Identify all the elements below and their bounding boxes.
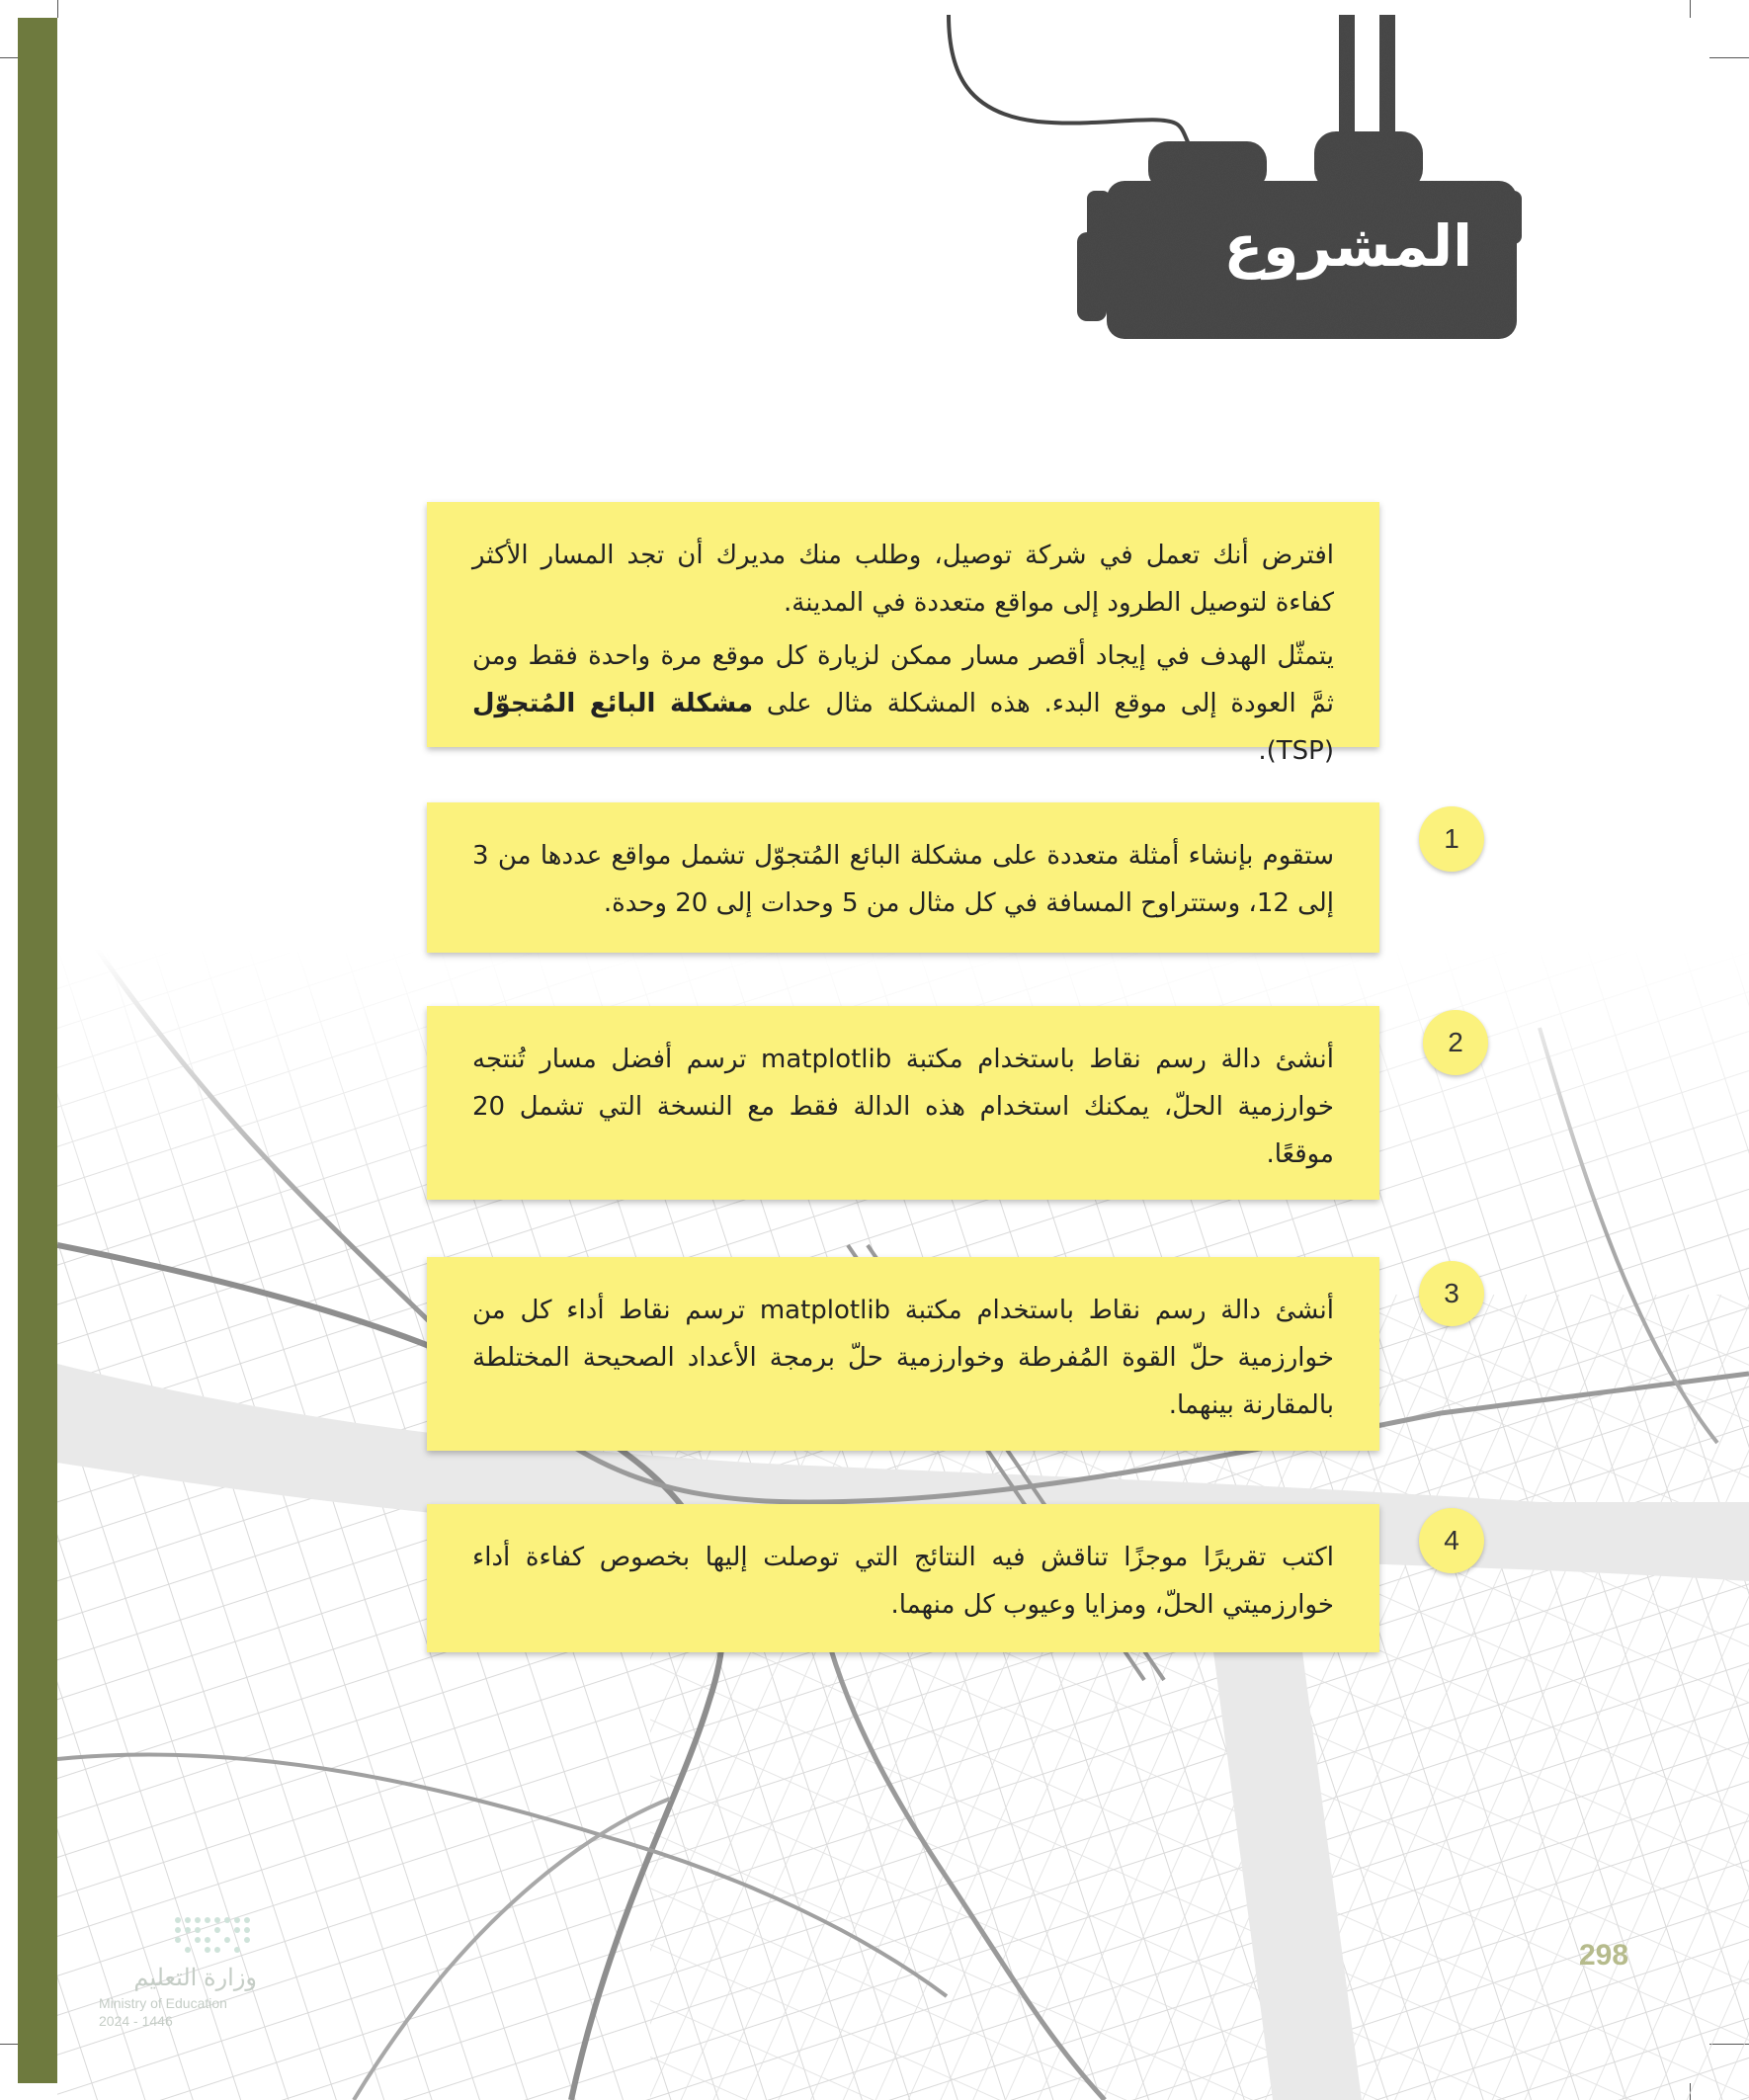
intro-paragraph-2 [472,632,1334,775]
task-text: أنشئ دالة رسم نقاط باستخدام مكتبة matplotlib ترسم نقاط أداء كل من خوارزمية حلّ القوة المُفرطة وخوارزمية حلّ برمجة الأعداد الصحيحة المختلطة بالمقارنة بينهما. [472,1296,1334,1420]
page-title: المشروع [1223,212,1472,280]
task-text: اكتب تقريرًا موجزًا تناقش فيه النتائج التي توصلت إليها بخصوص كفاءة أداء خوارزميتي الحلّ، ومزايا وعيوب كل منهما. [472,1543,1334,1620]
intro-paragraph-2-end: (TSP). [1258,736,1334,766]
ministry-logo [97,1912,265,2031]
intro-paragraph-1: افترض أنك تعمل في شركة توصيل، وطلب منك مديرك أن تجد المسار الأكثر كفاءة لتوصيل الطرود إلى مواقع متعددة في المدينة. [472,541,1334,618]
task-card [427,802,1379,953]
crop-mark [1690,0,1691,18]
title-banner [929,15,1581,351]
intro-paragraph-2-text: يتمثّل الهدف في إيجاد أقصر مسار ممكن لزيارة كل موقع مرة واحدة فقط ومن ثمَّ العودة إلى موقع البدء. هذه المشكلة مثال على [472,641,1334,718]
task-card [427,1504,1379,1652]
task-text: ستقوم بإنشاء أمثلة متعددة على مشكلة البائع المُتجوّل تشمل مواقع عددها من 3 إلى 12، وستتراوح المسافة في كل مثال من 5 وحدات إلى 20 وحدة. [472,841,1334,918]
page-number: 298 [1579,1939,1629,1972]
intro-card [427,502,1379,766]
ministry-dots-icon [172,1912,261,1960]
task-number-badge: 2 [1423,1010,1488,1075]
ministry-name-en: Ministry of Education [99,1995,227,2011]
task-card [427,1006,1379,1200]
ministry-year: 2024 - 1446 [99,2013,173,2029]
tsp-term: مشكلة البائع المُتجوّل [472,689,754,718]
crop-mark [57,0,58,18]
banner-graphic [929,15,1581,351]
task-number-badge: 1 [1419,806,1484,872]
crop-mark [1709,57,1749,58]
task-text: أنشئ دالة رسم نقاط باستخدام مكتبة matplotlib ترسم أفضل مسار تُنتجه خوارزمية الحلّ، يمكنك استخدام هذه الدالة فقط مع النسخة التي تشمل 20 موقعًا. [472,1045,1334,1169]
task-number-badge: 4 [1419,1508,1484,1573]
task-number-badge: 3 [1419,1261,1484,1326]
side-color-bar [18,18,57,2083]
ministry-name-ar: وزارة التعليم [133,1965,257,1991]
task-card [427,1257,1379,1451]
